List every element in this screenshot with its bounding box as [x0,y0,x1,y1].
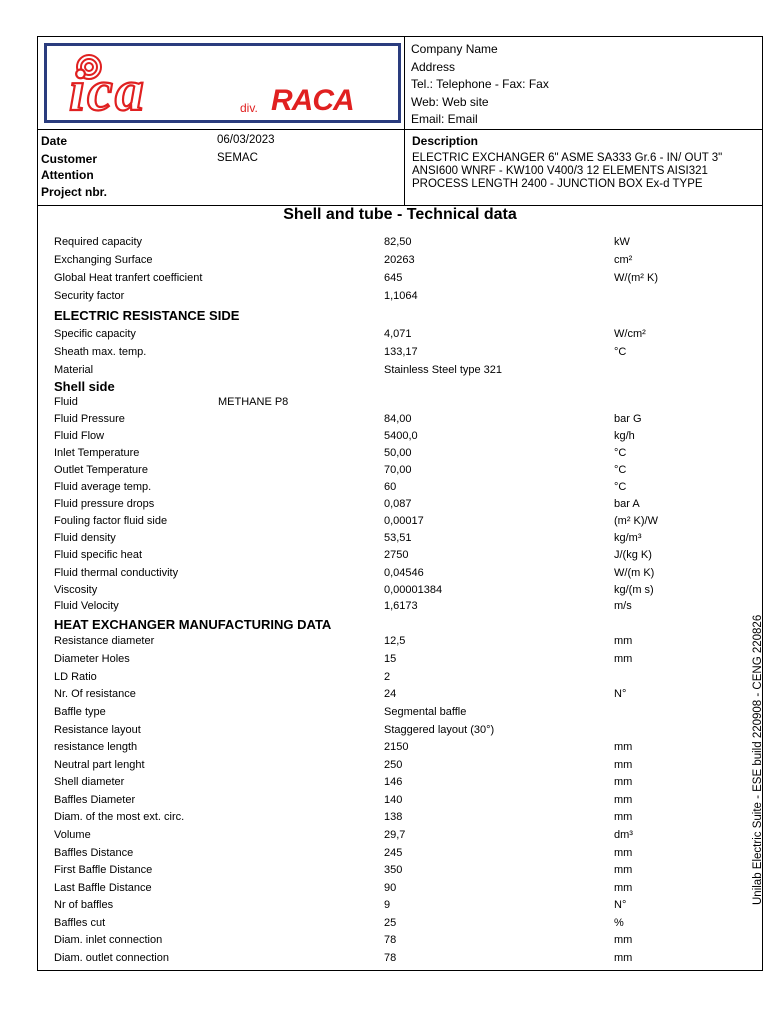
row-unit: mm [614,847,633,859]
data-row [54,776,754,793]
row-label: Specific capacity [54,328,136,340]
row-value: 15 [384,653,397,665]
row-unit: dm³ [614,829,633,841]
data-row [54,396,754,413]
row-value: 146 [384,776,403,788]
row-value: 60 [384,481,397,493]
section-heading-shell-side: Shell side [54,379,115,394]
row-unit: mm [614,934,633,946]
row-value: Staggered layout (30°) [384,724,495,736]
row-label: Required capacity [54,236,143,248]
row-value: 133,17 [384,346,418,358]
row-unit: cm² [614,254,633,266]
data-row [54,532,754,549]
row-unit: °C [614,346,627,358]
meta-vertical-divider [404,129,405,205]
data-row [54,934,754,951]
data-row [54,635,754,652]
row-fluid-name: METHANE P8 [218,396,289,408]
row-value: 29,7 [384,829,406,841]
section-heading-electric-resistance: ELECTRIC RESISTANCE SIDE [54,308,240,323]
row-value: 245 [384,847,403,859]
row-unit: % [614,917,624,929]
row-value: 25 [384,917,397,929]
row-value: 1,6173 [384,600,418,612]
row-label: Nr. Of resistance [54,688,136,700]
row-value: 24 [384,688,397,700]
data-row [54,671,754,688]
data-row [54,549,754,566]
logo-brand-text: ica [69,58,146,120]
row-value: 9 [384,899,391,911]
row-unit: mm [614,741,633,753]
row-label: Fluid thermal conductivity [54,567,179,579]
data-row [54,829,754,846]
data-row [54,724,754,741]
section-heading-manufacturing-data: HEAT EXCHANGER MANUFACTURING DATA [54,617,332,632]
row-unit: J/(kg K) [614,549,652,561]
row-label: Baffles Diameter [54,794,136,806]
row-label: Diameter Holes [54,653,130,665]
data-row [54,346,754,363]
row-unit: °C [614,464,627,476]
data-row [54,917,754,934]
data-row [54,584,754,601]
data-row [54,430,754,447]
row-value: 350 [384,864,403,876]
row-label: Baffle type [54,706,106,718]
data-row [54,236,754,253]
row-value: 70,00 [384,464,412,476]
row-unit: mm [614,759,633,771]
company-website: Web: Web site [411,94,489,109]
data-row [54,759,754,776]
row-label: Diam. outlet connection [54,952,169,964]
logo-graphic [47,46,398,120]
row-label: Sheath max. temp. [54,346,147,358]
row-value: 50,00 [384,447,412,459]
row-unit: bar A [614,498,640,510]
data-row [54,413,754,430]
description-label: Description [412,134,479,148]
company-address: Address [411,59,456,74]
row-label: Diam. of the most ext. circ. [54,811,185,823]
row-value: 78 [384,952,397,964]
data-row [54,254,754,271]
row-value: 78 [384,934,397,946]
row-unit: W/cm² [614,328,646,340]
data-row [54,515,754,532]
company-info [411,41,549,129]
data-row [54,882,754,899]
row-value: 20263 [384,254,415,266]
row-unit: kg/h [614,430,635,442]
document-frame [37,36,763,971]
row-value: 84,00 [384,413,412,425]
data-row [54,447,754,464]
row-label: Volume [54,829,91,841]
header-vertical-divider [404,37,405,129]
row-label: Fluid average temp. [54,481,152,493]
row-unit: W/(m² K) [614,272,658,284]
data-row [54,811,754,828]
row-value: 90 [384,882,397,894]
row-label: Neutral part lenght [54,759,145,771]
row-label: Diam. inlet connection [54,934,163,946]
row-label: Fluid Pressure [54,413,125,425]
data-row [54,706,754,723]
company-phone-fax: Tel.: Telephone - Fax: Fax [411,77,549,91]
row-unit: kg/m³ [614,532,642,544]
company-logo [44,43,401,123]
software-build-note: Unilab Electric Suite - ESE build 220908 - CENG 220826 [752,614,764,905]
row-label: Baffles cut [54,917,106,929]
row-label: Inlet Temperature [54,447,140,459]
row-value: 138 [384,811,403,823]
row-unit: mm [614,794,633,806]
row-value: Segmental baffle [384,706,467,718]
data-row [54,952,754,969]
row-label: Fouling factor fluid side [54,515,168,527]
row-value: 0,00001384 [384,584,443,596]
data-row [54,847,754,864]
row-label: Security factor [54,290,125,302]
row-unit: kg/(m s) [614,584,654,596]
row-unit: N° [614,688,627,700]
row-unit: °C [614,447,627,459]
company-email: Email: Email [411,112,478,126]
data-row [54,328,754,345]
attention-label: Attention [41,168,94,182]
data-row [54,567,754,584]
row-value: 250 [384,759,403,771]
row-label: Fluid density [54,532,116,544]
data-row [54,741,754,758]
row-value: 2150 [384,741,409,753]
row-label: Exchanging Surface [54,254,153,266]
row-label: Shell diameter [54,776,125,788]
row-value: 140 [384,794,403,806]
row-unit: N° [614,899,627,911]
row-label: First Baffle Distance [54,864,153,876]
row-label: Global Heat tranfert coefficient [54,272,203,284]
row-unit: mm [614,882,633,894]
row-value: Stainless Steel type 321 [384,364,503,376]
row-unit: W/(m K) [614,567,655,579]
row-unit: mm [614,653,633,665]
row-value: 0,04546 [384,567,424,579]
page-title: Shell and tube - Technical data [283,206,517,223]
data-row [54,272,754,289]
row-value: 1,1064 [384,290,418,302]
row-unit: bar G [614,413,642,425]
data-row [54,600,754,617]
customer-label: Customer [41,152,98,166]
project-number-label: Project nbr. [41,185,108,199]
row-label: Material [54,364,94,376]
row-unit: mm [614,776,633,788]
logo-subbrand-text: RACA [271,84,354,117]
row-unit: mm [614,811,633,823]
row-label: Fluid pressure drops [54,498,155,510]
row-value: 0,087 [384,498,412,510]
data-row [54,290,754,307]
date-value: 06/03/2023 [217,134,275,146]
logo-div-text: div. [240,101,258,115]
data-row [54,498,754,515]
row-label: Viscosity [54,584,98,596]
row-value: 2 [384,671,391,683]
row-unit: °C [614,481,627,493]
row-value: 5400,0 [384,430,418,442]
row-unit: m/s [614,600,632,612]
row-label: Last Baffle Distance [54,882,152,894]
data-row [54,653,754,670]
row-value: 0,00017 [384,515,424,527]
row-label: Nr of baffles [54,899,114,911]
company-name: Company Name [411,42,498,56]
data-row [54,864,754,881]
row-label: Fluid Velocity [54,600,119,612]
header-divider [38,129,762,130]
row-unit: mm [614,952,633,964]
row-label: Resistance layout [54,724,141,736]
row-label: Baffles Distance [54,847,134,859]
row-unit: mm [614,864,633,876]
data-row [54,481,754,498]
row-label: Fluid specific heat [54,549,143,561]
data-row [54,899,754,916]
row-unit: kW [614,236,630,248]
row-value: 82,50 [384,236,412,248]
customer-value: SEMAC [217,152,258,164]
row-value: 645 [384,272,403,284]
data-row [54,364,754,381]
row-label: resistance length [54,741,138,753]
row-label: Fluid Flow [54,430,105,442]
data-row [54,464,754,481]
data-row [54,794,754,811]
row-label: Fluid [54,396,78,408]
row-label: LD Ratio [54,671,97,683]
row-value: 4,071 [384,328,412,340]
row-label: Resistance diameter [54,635,155,647]
row-value: 2750 [384,549,409,561]
date-label: Date [41,134,68,148]
row-unit: (m² K)/W [614,515,658,527]
row-value: 12,5 [384,635,406,647]
row-value: 53,51 [384,532,412,544]
data-row [54,688,754,705]
description-text: ELECTRIC EXCHANGER 6" ASME SA333 Gr.6 - IN/ OUT 3" ANSI600 WNRF - KW100 V400/3 12 ELEMENTS AISI321 PROCESS LENGTH 2400 - JUNCTION BOX Ex-d TYPE [412,152,723,190]
row-label: Outlet Temperature [54,464,148,476]
row-unit: mm [614,635,633,647]
